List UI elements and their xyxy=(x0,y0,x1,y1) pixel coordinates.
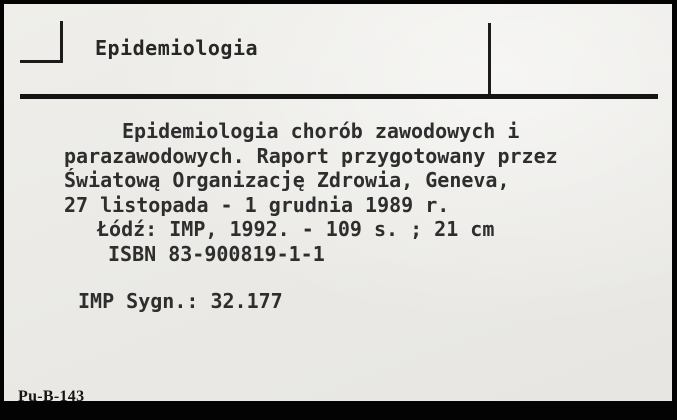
body-line: parazawodowych. Raport przygotowany przez xyxy=(64,143,558,168)
vertical-divider-line xyxy=(488,23,491,96)
bibliographic-description xyxy=(64,119,558,267)
corner-registration-mark xyxy=(20,21,63,63)
body-line: 27 listopada - 1 grudnia 1989 r. xyxy=(64,192,450,217)
horizontal-rule xyxy=(20,94,658,99)
body-line: ISBN 83-900819-1-1 xyxy=(108,241,325,266)
body-line: Światową Organizację Zdrowia, Geneva, xyxy=(64,168,510,193)
footer-code-label: Pu-B-143 xyxy=(18,388,85,405)
signature-line: IMP Sygn.: 32.177 xyxy=(78,289,283,313)
body-line: Epidemiologia chorób zawodowych i xyxy=(122,119,520,143)
body-line: Łódź: IMP, 1992. - 109 s. ; 21 cm xyxy=(97,217,495,242)
catalog-card xyxy=(4,4,672,405)
card-heading: Epidemiologia xyxy=(95,36,259,60)
